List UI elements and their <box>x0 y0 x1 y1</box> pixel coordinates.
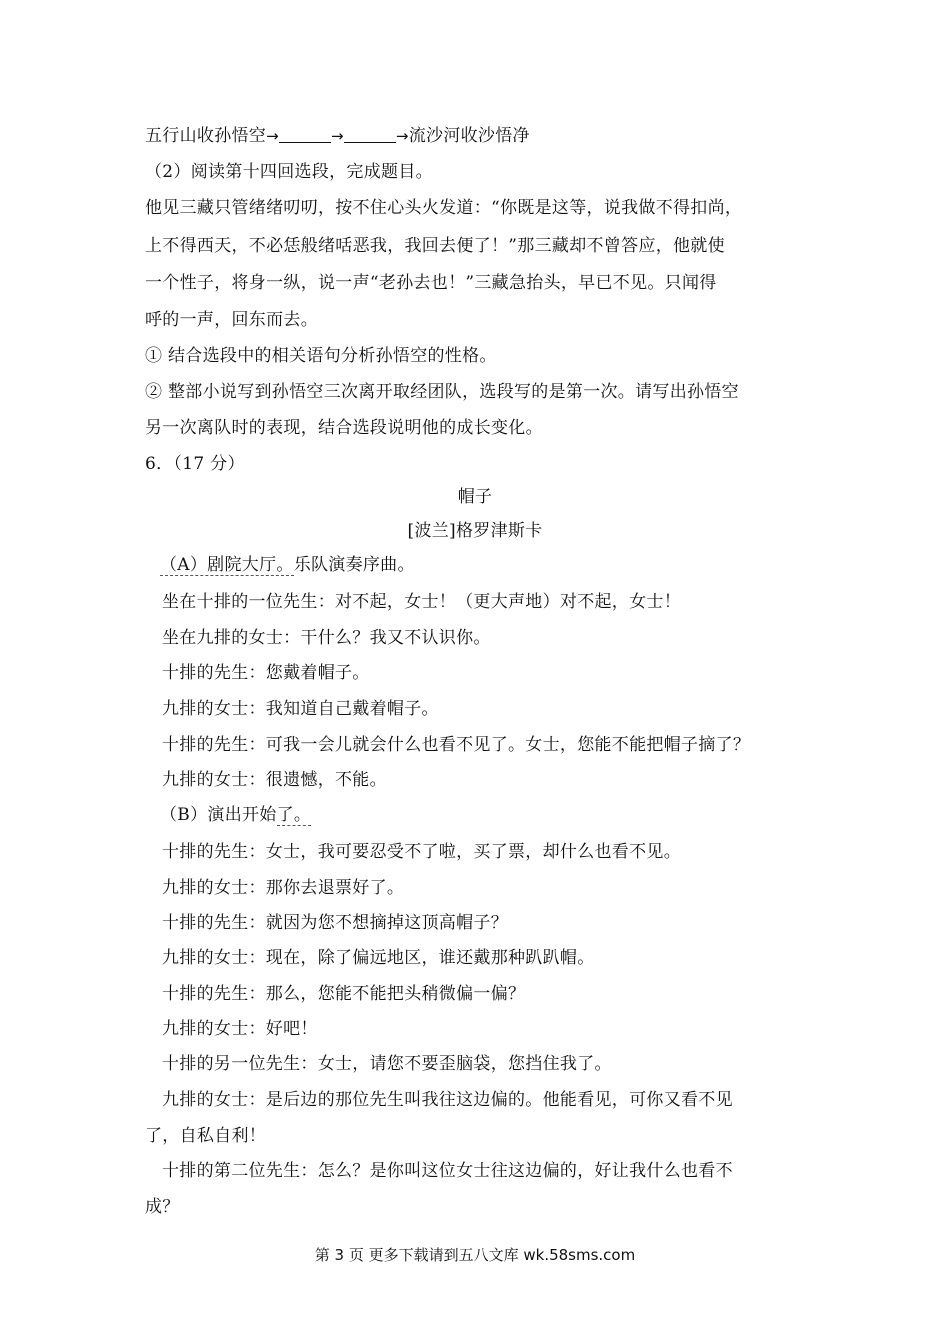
story-title: 帽子 <box>457 487 493 507</box>
sub-question-1: ① 结合选段中的相关语句分析孙悟空的性格。 <box>145 346 497 366</box>
scene-a-label: （A）剧院大厅。 <box>160 555 294 575</box>
answer-blank-1[interactable] <box>279 128 331 143</box>
dialogue-line: 坐在十排的一位先生：对不起，女士！（更大声地）对不起，女士！ <box>162 592 681 612</box>
dialogue-line: 九排的女士：我知道自己戴着帽子。 <box>162 699 439 719</box>
story-author: [波兰]格罗津斯卡 <box>407 521 543 541</box>
arrow-icon: → <box>266 127 279 145</box>
page-footer: 第 3 页 更多下载请到五八文库 wk.58sms.com <box>314 1246 636 1264</box>
answer-blank-2[interactable] <box>344 128 396 143</box>
dialogue-line: 十排的第二位先生：怎么？是你叫这位女士往这边偏的，好让我什么也看不 <box>162 1161 733 1181</box>
passage-line: 他见三藏只管绪绪叨叨，按不住心头火发道：“你既是这等，说我做不得扣尚， <box>145 198 743 218</box>
passage-line: 上不得西天，不必恁般绪咶恶我，我回去便了！”那三藏却不曾答应，他就使 <box>145 236 725 256</box>
sequence-line <box>145 124 530 148</box>
dialogue-line: 九排的女士：那你去退票好了。 <box>162 878 405 898</box>
dialogue-line-continued: 成？ <box>145 1197 180 1217</box>
dialogue-line: 十排的另一位先生：女士，请您不要歪脑袋，您挡住我了。 <box>162 1054 612 1074</box>
dialogue-line: 九排的女士：现在，除了偏远地区，谁还戴那种趴趴帽。 <box>162 948 595 968</box>
scene-b-label: （B）演出开始 <box>160 805 277 825</box>
dialogue-line: 十排的先生：就因为您不想摘掉这顶高帽子？ <box>162 913 508 933</box>
dialogue-line: 十排的先生：那么，您能不能把头稍微偏一偏？ <box>162 984 526 1004</box>
dialogue-line: 十排的先生：女士，我可要忍受不了啦，买了票，却什么也看不见。 <box>162 842 681 862</box>
sequence-start: 五行山收孙悟空 <box>145 126 267 146</box>
question-2-intro: （2）阅读第十四回选段，完成题目。 <box>145 162 433 182</box>
dialogue-line: 九排的女士：好吧！ <box>162 1019 318 1039</box>
sub-question-2-line: 另一次离队时的表现，结合选段说明他的成长变化。 <box>145 418 543 438</box>
question-6-heading: 6．（17 分） <box>145 454 245 474</box>
dialogue-line: 九排的女士：很遗憾，不能。 <box>162 770 387 790</box>
scene-a-text: 乐队演奏序曲。 <box>293 555 415 575</box>
dialogue-line: 九排的女士：是后边的那位先生叫我往这边偏的。他能看见，可你又看不见 <box>162 1090 733 1110</box>
passage-line: 呼的一声，回东而去。 <box>145 310 318 330</box>
dialogue-line: 十排的先生：可我一会儿就会什么也看不见了。女士，您能不能把帽子摘了？ <box>162 735 751 755</box>
scene-b-direction <box>160 803 311 827</box>
passage-line: 一个性子，将身一纵，说一声“老孙去也！”三藏急抬头，早已不见。只闻得 <box>145 273 717 293</box>
sub-question-2-line: ② 整部小说写到孙悟空三次离开取经团队，选段写的是第一次。请写出孙悟空 <box>145 382 739 402</box>
dialogue-line-continued: 了，自私自利！ <box>145 1126 267 1146</box>
sequence-end: 流沙河收沙悟净 <box>408 126 530 146</box>
arrow-icon: → <box>395 127 409 145</box>
arrow-icon: → <box>330 127 344 145</box>
dialogue-line: 坐在九排的女士：干什么？我又不认识你。 <box>162 628 491 648</box>
scene-a-direction <box>160 553 415 577</box>
scene-b-text: 了。 <box>276 805 312 825</box>
dialogue-line: 十排的先生：您戴着帽子。 <box>162 663 370 683</box>
